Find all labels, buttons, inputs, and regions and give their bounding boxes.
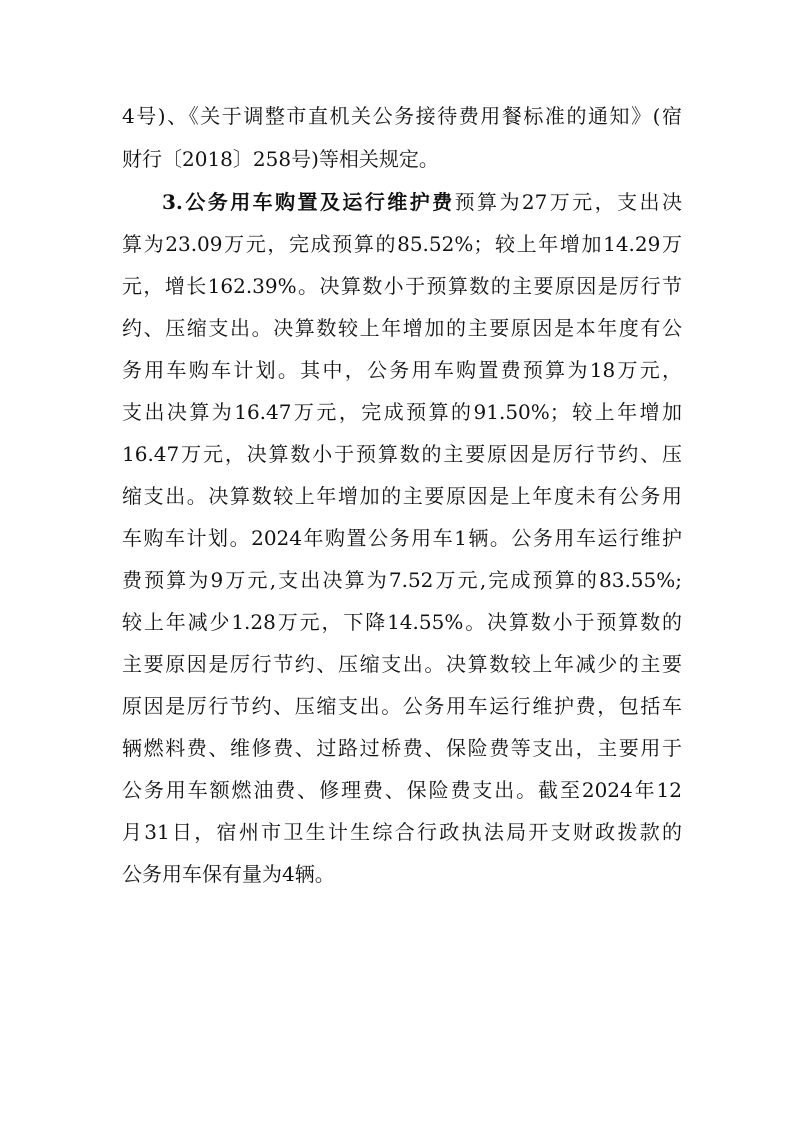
text-line: 务用车购车计划。其中，公务用车购置费预算为18万元， xyxy=(122,358,682,382)
text-line: 支出决算为16.47万元，完成预算的91.50%；较上年增加 xyxy=(122,400,682,424)
text-line: 费预算为9万元,支出决算为7.52万元,完成预算的83.55%; xyxy=(122,568,682,592)
text-line: 缩支出。决算数较上年增加的主要原因是上年度未有公务用 xyxy=(122,484,682,508)
text-line: 公务用车保有量为4辆。 xyxy=(122,862,335,886)
text-line: 约、压缩支出。决算数较上年增加的主要原因是本年度有公 xyxy=(122,316,682,340)
text-line: 较上年减少1.28万元，下降14.55%。决算数小于预算数的 xyxy=(122,610,682,634)
section-heading-line xyxy=(162,190,682,214)
text-line: 财行〔2018〕258号)等相关规定。 xyxy=(122,147,439,171)
text-line: 4号)、《关于调整市直机关公务接待费用餐标准的通知》(宿 xyxy=(122,104,682,128)
text-line: 辆燃料费、维修费、过路过桥费、保险费等支出，主要用于 xyxy=(122,736,682,760)
text-line: 主要原因是厉行节约、压缩支出。决算数较上年减少的主要 xyxy=(122,652,682,676)
text-line: 月31日，宿州市卫生计生综合行政执法局开支财政拨款的 xyxy=(122,820,682,844)
text-line: 原因是厉行节约、压缩支出。公务用车运行维护费，包括车 xyxy=(122,694,682,718)
text-line: 算为23.09万元，完成预算的85.52%；较上年增加14.29万 xyxy=(122,232,682,256)
heading-text: 预算为27万元，支出决 xyxy=(454,190,682,214)
text-line: 公务用车额燃油费、修理费、保险费支出。截至2024年12 xyxy=(122,778,682,802)
section-heading: 3.公务用车购置及运行维护费 xyxy=(162,190,455,214)
text-line: 元，增长162.39%。决算数小于预算数的主要原因是厉行节 xyxy=(122,274,682,298)
text-line: 16.47万元，决算数小于预算数的主要原因是厉行节约、压 xyxy=(122,442,682,466)
text-line: 车购车计划。2024年购置公务用车1辆。公务用车运行维护 xyxy=(122,526,682,550)
